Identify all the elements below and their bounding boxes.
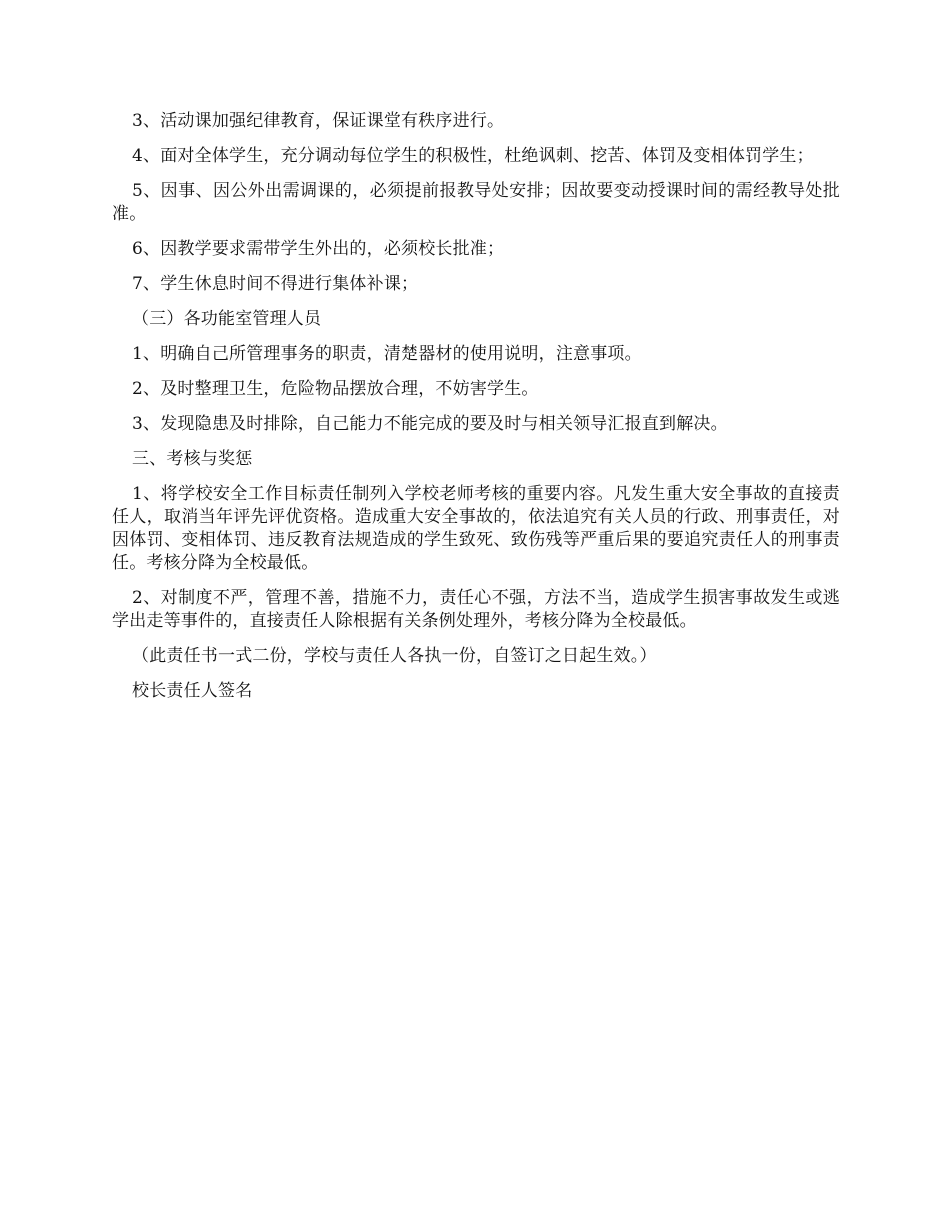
- clause-schedule-change: 5、因事、因公外出需调课的，必须提前报教导处安排；因故要变动授课时间的需经教导处批准。: [112, 181, 840, 224]
- clause-hazard-removal: 3、发现隐患及时排除，自己能力不能完成的要及时与相关领导汇报直到解决。: [132, 414, 728, 434]
- clause-assessment-responsibility: 1、将学校安全工作目标责任制列入学校老师考核的重要内容。凡发生重大安全事故的直接责任人，取消当年评先评优资格。造成重大安全事故的，依法追究有关人员的行政、刑事责任，对因体罚、变相体罚、违反教育法规造成的学生致死、致伤残等严重后果的要追究责任人的刑事责任。考核分降为全校最低。: [112, 484, 840, 573]
- clause-outing-approval: 6、因教学要求需带学生外出的，必须校长批准；: [132, 239, 505, 259]
- clause-face-all-students: 4、面对全体学生，充分调动每位学生的积极性，杜绝讽刺、挖苦、体罚及变相体罚学生；: [132, 146, 814, 166]
- signature-line: 校长责任人签名: [132, 681, 253, 701]
- clause-activity-discipline: 3、活动课加强纪律教育，保证课堂有秩序进行。: [132, 111, 505, 131]
- document-body: [112, 110, 840, 715]
- validity-note: （此责任书一式二份，学校与责任人各执一份，自签订之日起生效。）: [132, 646, 657, 666]
- clause-clear-duties: 1、明确自己所管理事务的职责，清楚器材的使用说明，注意事项。: [132, 344, 642, 364]
- section-heading-assessment: 三、考核与奖惩: [132, 449, 253, 469]
- clause-no-group-tutoring: 7、学生休息时间不得进行集体补课；: [132, 274, 419, 294]
- section-heading-function-rooms: （三）各功能室管理人员: [132, 309, 322, 329]
- clause-assessment-negligence: 2、对制度不严，管理不善，措施不力，责任心不强，方法不当，造成学生损害事故发生或逃学出走等事件的，直接责任人除根据有关条例处理外，考核分降为全校最低。: [112, 588, 840, 631]
- clause-hygiene-hazards: 2、及时整理卫生，危险物品摆放合理，不妨害学生。: [132, 379, 539, 399]
